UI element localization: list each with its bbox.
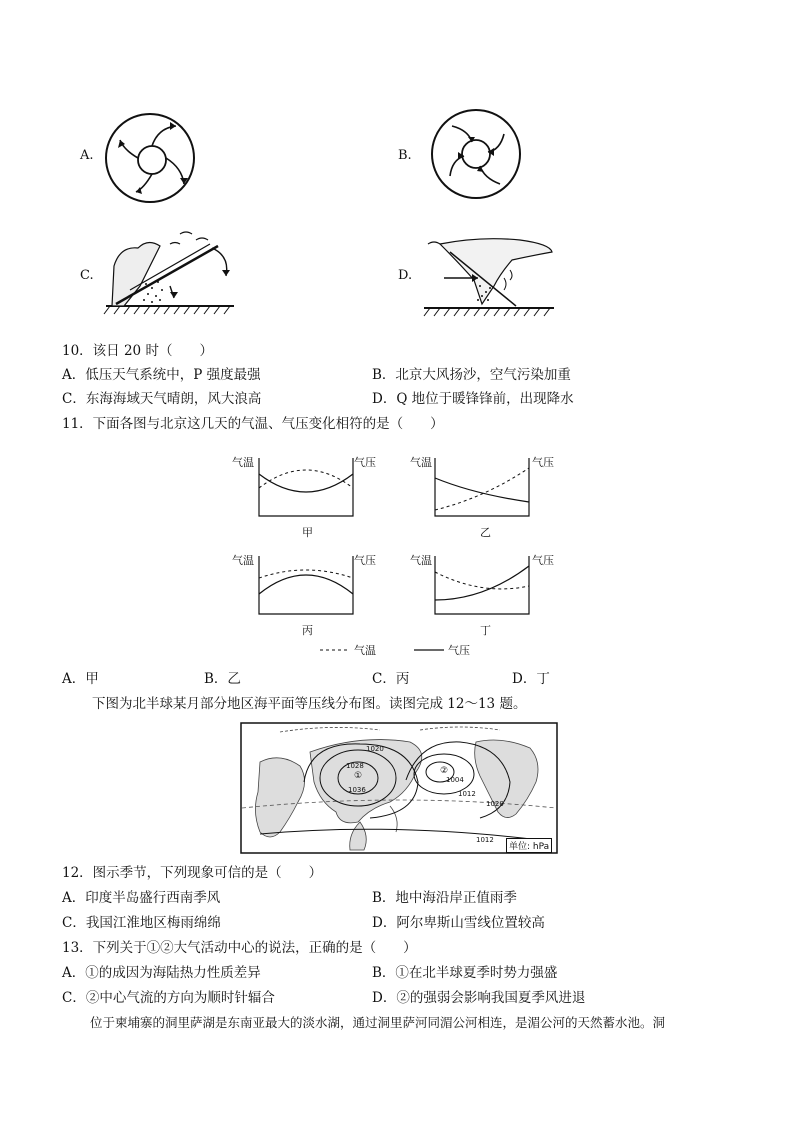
q10-option-d[interactable]: D．Q 地位于暖锋锋前，出现降水 — [372, 391, 574, 407]
q13-option-c[interactable]: C．②中心气流的方向为顺时针辐合 — [62, 990, 275, 1006]
option-d-label: D. — [398, 268, 413, 283]
q12-option-b[interactable]: B．地中海沿岸正值雨季 — [372, 890, 517, 906]
q13-option-d[interactable]: D．②的强弱会影响我国夏季风进退 — [372, 990, 586, 1006]
legend-temp-label: 气温 — [354, 644, 376, 657]
passage-text: 位于柬埔寨的洞里萨湖是东南亚最大的淡水湖，通过洞里萨河同湄公河相连，是湄公河的天然蓄水池。洞 — [90, 1015, 666, 1030]
legend-temp-line — [320, 646, 350, 654]
panel-bing-axis-pressure: 气压 — [354, 554, 376, 567]
center-2-symbol: ② — [440, 766, 449, 776]
panel-jia-axis-pressure: 气压 — [354, 456, 376, 469]
legend-pressure-label: 气压 — [448, 644, 470, 657]
panel-ding-graph — [434, 556, 530, 616]
q11-option-b[interactable]: B．乙 — [204, 671, 241, 687]
isobar-label-1020-b: 1020 — [486, 800, 504, 808]
panel-yi-graph — [434, 458, 530, 518]
figure-a-anticyclone — [100, 108, 210, 208]
panel-bing-label: 丙 — [302, 624, 313, 637]
isobar-label-1020-a: 1020 — [366, 745, 384, 753]
isobar-label-1004: 1004 — [446, 776, 464, 784]
option-a-label: A. — [80, 148, 94, 163]
isobar-label-1012-a: 1012 — [458, 790, 476, 798]
q12-option-d[interactable]: D．阿尔卑斯山雪线位置较高 — [372, 915, 545, 931]
q11-option-d[interactable]: D．丁 — [512, 671, 550, 687]
panel-bing-graph — [258, 556, 354, 616]
center-1-symbol: ① — [354, 771, 363, 781]
option-c-label: C. — [80, 268, 94, 283]
figure-d-front — [420, 230, 560, 320]
panel-ding-axis-temp: 气温 — [410, 554, 432, 567]
isobar-label-1028: 1028 — [346, 762, 364, 770]
panel-ding-axis-pressure: 气压 — [532, 554, 554, 567]
question-11-stem: 11．下面各图与北京这几天的气温、气压变化相符的是（ ） — [62, 416, 444, 432]
panel-yi-axis-pressure: 气压 — [532, 456, 554, 469]
panel-ding-label: 丁 — [480, 624, 491, 637]
map-unit: 单位: hPa — [506, 838, 552, 853]
panel-jia-label: 甲 — [302, 526, 313, 539]
figure-b-cyclone — [424, 104, 534, 204]
legend-pressure-line — [414, 646, 444, 654]
panel-jia-axis-temp: 气温 — [232, 456, 254, 469]
question-12-stem: 12．图示季节，下列现象可信的是（ ） — [62, 865, 323, 881]
panel-jia-graph — [258, 458, 354, 518]
question-10-stem: 10．该日 20 时（ ） — [62, 343, 213, 359]
q10-option-c[interactable]: C．东海海域天气晴朗，风大浪高 — [62, 391, 262, 407]
figure-c-front — [100, 226, 240, 322]
q10-option-b[interactable]: B．北京大风扬沙，空气污染加重 — [372, 367, 571, 383]
panel-yi-axis-temp: 气温 — [410, 456, 432, 469]
q13-option-b[interactable]: B．①在北半球夏季时势力强盛 — [372, 965, 558, 981]
q11-option-c[interactable]: C．丙 — [372, 671, 410, 687]
panel-bing-axis-temp: 气温 — [232, 554, 254, 567]
q12-option-a[interactable]: A．印度半岛盛行西南季风 — [62, 890, 221, 906]
isobar-map — [240, 722, 558, 854]
isobar-label-1012-b: 1012 — [476, 836, 494, 844]
isobar-label-1036: 1036 — [348, 786, 366, 794]
q12-option-c[interactable]: C．我国江淮地区梅雨绵绵 — [62, 915, 221, 931]
q10-option-a[interactable]: A．低压天气系统中，P 强度最强 — [62, 367, 261, 383]
q13-option-a[interactable]: A．①的成因为海陆热力性质差异 — [62, 965, 261, 981]
option-b-label: B. — [398, 148, 412, 163]
intro-12-13: 下图为北半球某月部分地区海平面等压线分布图。读图完成 12～13 题。 — [92, 696, 527, 712]
panel-yi-label: 乙 — [480, 526, 491, 539]
question-13-stem: 13．下列关于①②大气活动中心的说法，正确的是（ ） — [62, 940, 417, 956]
q11-option-a[interactable]: A．甲 — [62, 671, 99, 687]
